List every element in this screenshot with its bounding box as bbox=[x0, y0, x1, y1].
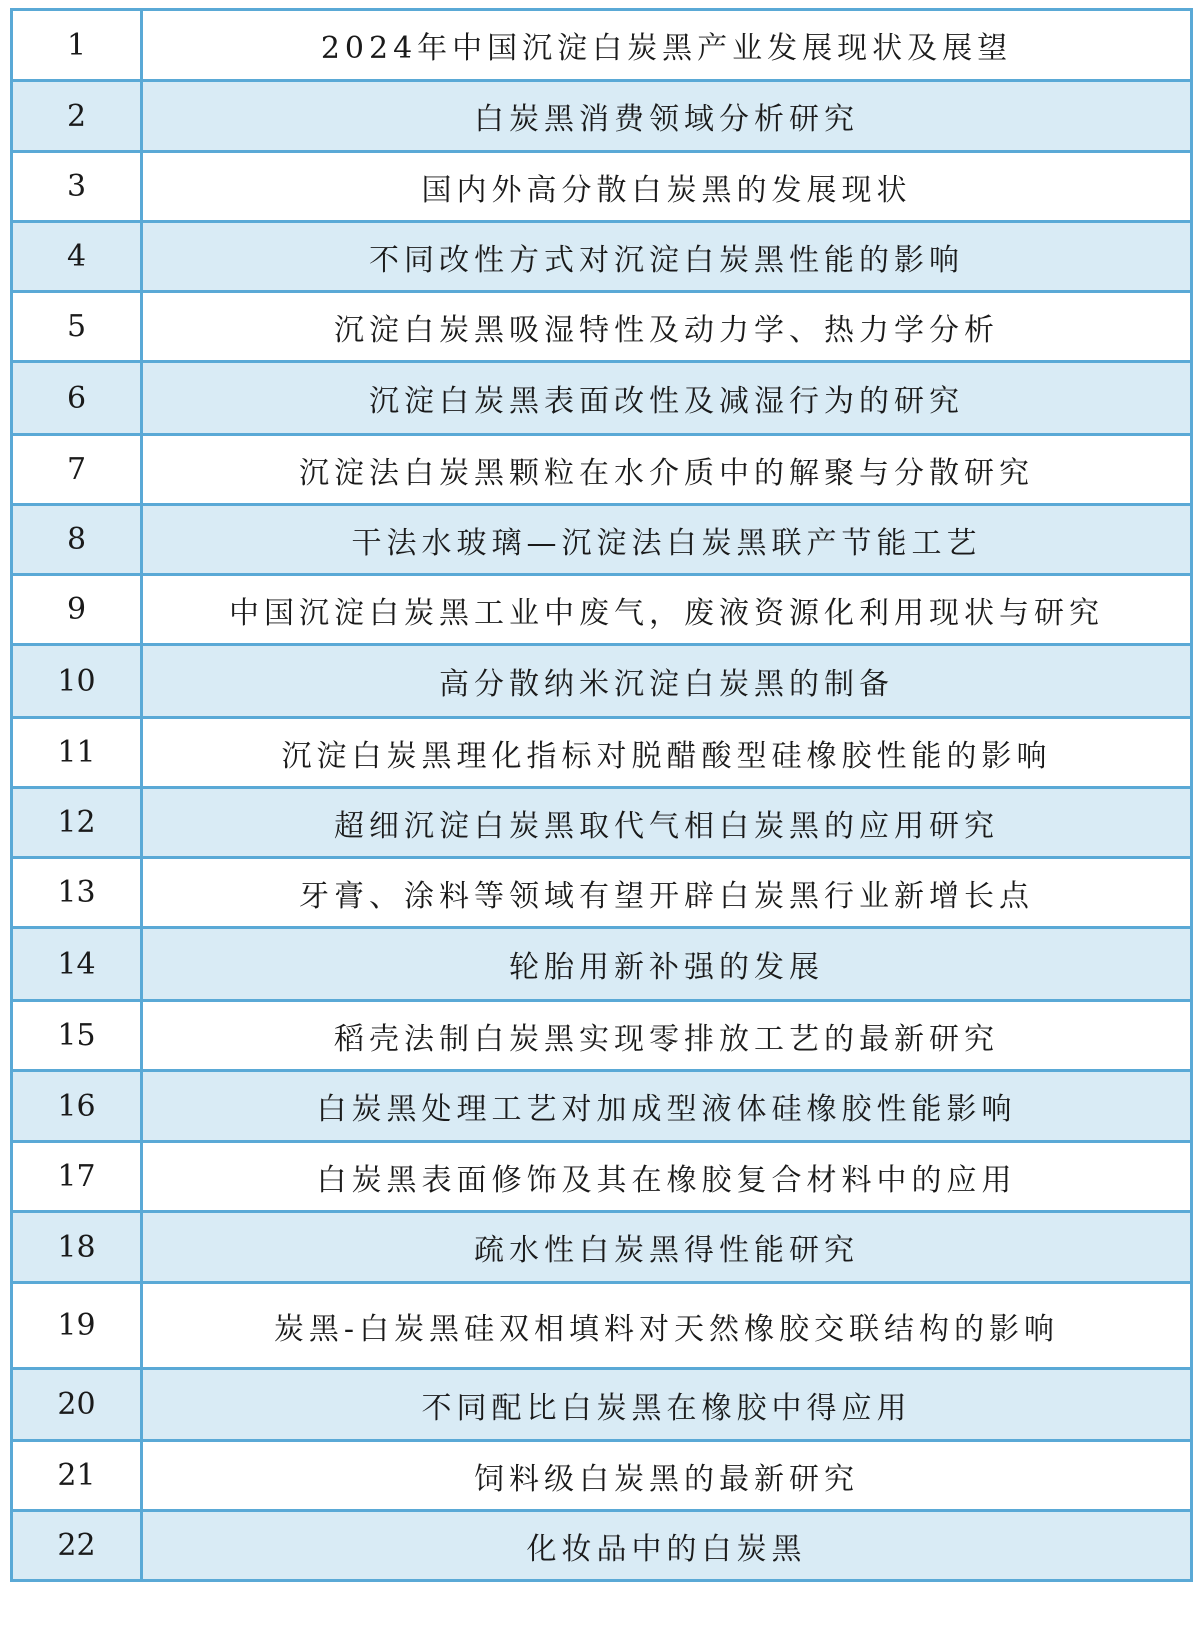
table-row bbox=[12, 222, 1192, 292]
table-row bbox=[12, 1001, 1192, 1071]
row-number: 7 bbox=[12, 435, 142, 505]
row-number: 6 bbox=[12, 362, 142, 435]
table-row bbox=[12, 10, 1192, 81]
table-row bbox=[12, 718, 1192, 788]
table-row bbox=[12, 1441, 1192, 1511]
article-title: 疏水性白炭黑得性能研究 bbox=[142, 1212, 1192, 1283]
article-title: 白炭黑处理工艺对加成型液体硅橡胶性能影响 bbox=[142, 1071, 1192, 1142]
article-title: 中国沉淀白炭黑工业中废气，废液资源化利用现状与研究 bbox=[142, 575, 1192, 645]
row-number: 5 bbox=[12, 292, 142, 362]
row-number: 16 bbox=[12, 1071, 142, 1142]
table-row bbox=[12, 1511, 1192, 1581]
table-row bbox=[12, 1142, 1192, 1212]
row-number: 10 bbox=[12, 645, 142, 718]
table-row bbox=[12, 81, 1192, 152]
row-number: 8 bbox=[12, 505, 142, 575]
row-number: 20 bbox=[12, 1369, 142, 1441]
row-number: 18 bbox=[12, 1212, 142, 1283]
table-row bbox=[12, 362, 1192, 435]
article-table-container bbox=[10, 8, 1190, 1582]
article-title: 稻壳法制白炭黑实现零排放工艺的最新研究 bbox=[142, 1001, 1192, 1071]
row-number: 2 bbox=[12, 81, 142, 152]
article-title: 白炭黑消费领域分析研究 bbox=[142, 81, 1192, 152]
row-number: 4 bbox=[12, 222, 142, 292]
row-number: 15 bbox=[12, 1001, 142, 1071]
table-row bbox=[12, 858, 1192, 928]
article-title: 沉淀白炭黑表面改性及减湿行为的研究 bbox=[142, 362, 1192, 435]
table-row bbox=[12, 1071, 1192, 1142]
table-row bbox=[12, 435, 1192, 505]
row-number: 1 bbox=[12, 10, 142, 81]
row-number: 14 bbox=[12, 928, 142, 1001]
article-title: 化妆品中的白炭黑 bbox=[142, 1511, 1192, 1581]
article-title: 牙膏、涂料等领域有望开辟白炭黑行业新增长点 bbox=[142, 858, 1192, 928]
table-row bbox=[12, 788, 1192, 858]
article-title: 超细沉淀白炭黑取代气相白炭黑的应用研究 bbox=[142, 788, 1192, 858]
article-title: 不同配比白炭黑在橡胶中得应用 bbox=[142, 1369, 1192, 1441]
row-number: 19 bbox=[12, 1283, 142, 1369]
article-table-body bbox=[12, 10, 1192, 1581]
article-title: 沉淀白炭黑吸湿特性及动力学、热力学分析 bbox=[142, 292, 1192, 362]
article-title: 沉淀白炭黑理化指标对脱醋酸型硅橡胶性能的影响 bbox=[142, 718, 1192, 788]
article-title: 国内外高分散白炭黑的发展现状 bbox=[142, 152, 1192, 222]
row-number: 13 bbox=[12, 858, 142, 928]
article-title: 干法水玻璃—沉淀法白炭黑联产节能工艺 bbox=[142, 505, 1192, 575]
article-title: 饲料级白炭黑的最新研究 bbox=[142, 1441, 1192, 1511]
article-title: 高分散纳米沉淀白炭黑的制备 bbox=[142, 645, 1192, 718]
row-number: 11 bbox=[12, 718, 142, 788]
article-title: 不同改性方式对沉淀白炭黑性能的影响 bbox=[142, 222, 1192, 292]
row-number: 17 bbox=[12, 1142, 142, 1212]
table-row bbox=[12, 505, 1192, 575]
table-row bbox=[12, 1212, 1192, 1283]
article-table bbox=[10, 8, 1193, 1582]
row-number: 12 bbox=[12, 788, 142, 858]
article-title: 轮胎用新补强的发展 bbox=[142, 928, 1192, 1001]
article-title: 炭黑-白炭黑硅双相填料对天然橡胶交联结构的影响 bbox=[142, 1283, 1192, 1369]
row-number: 3 bbox=[12, 152, 142, 222]
article-title: 2024年中国沉淀白炭黑产业发展现状及展望 bbox=[142, 10, 1192, 81]
row-number: 22 bbox=[12, 1511, 142, 1581]
table-row bbox=[12, 928, 1192, 1001]
table-row bbox=[12, 645, 1192, 718]
table-row bbox=[12, 575, 1192, 645]
table-row bbox=[12, 1369, 1192, 1441]
article-title: 白炭黑表面修饰及其在橡胶复合材料中的应用 bbox=[142, 1142, 1192, 1212]
table-row bbox=[12, 292, 1192, 362]
row-number: 9 bbox=[12, 575, 142, 645]
table-row bbox=[12, 1283, 1192, 1369]
table-row bbox=[12, 152, 1192, 222]
article-title: 沉淀法白炭黑颗粒在水介质中的解聚与分散研究 bbox=[142, 435, 1192, 505]
row-number: 21 bbox=[12, 1441, 142, 1511]
